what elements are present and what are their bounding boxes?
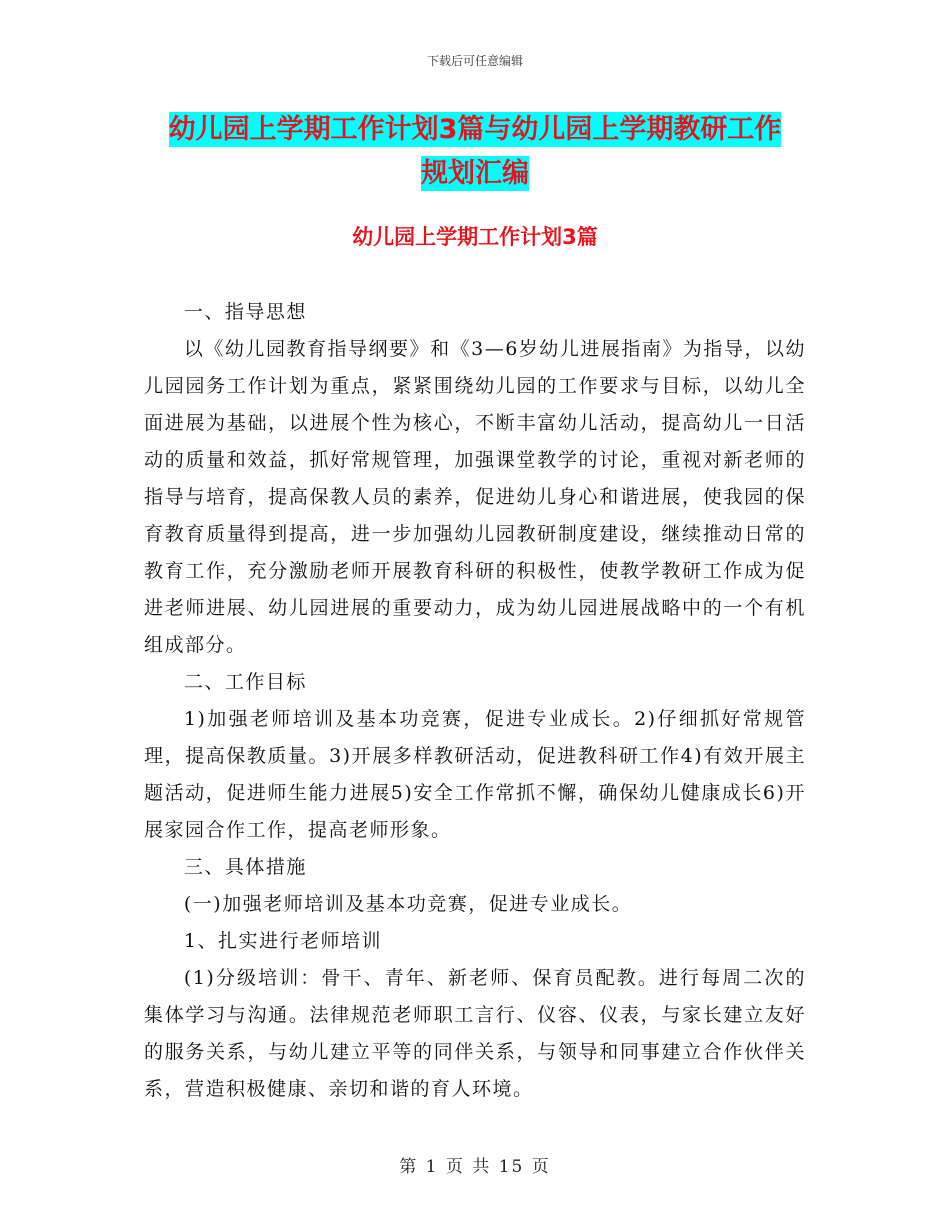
document-body [144,294,806,1108]
section-title: 幼儿园上学期工作计划3篇 [352,225,598,249]
subheading-teacher-training: (一)加强老师培训及基本功竞赛，促进专业成长。 [183,893,633,915]
document-title-line-2 [0,152,950,196]
document-title-text-1: 幼儿园上学期工作计划3篇与幼儿园上学期教研工作 [168,114,782,145]
heading-specific-measures: 三、具体措施 [183,856,307,878]
document-title-text-2: 规划汇编 [421,158,529,189]
paragraph-guiding-ideology: 以《幼儿园教育指导纲要》和《3—6岁幼儿进展指南》为指导，以幼儿园园务工作计划为重点，紧紧围绕幼儿园的工作要求与目标，以幼儿全面进展为基础，以进展个性为核心，不断丰富幼儿活动，提高幼儿一日活动的质量和效益，抓好常规管理，加强课堂教学的讨论，重视对新老师的指导与培育，提高保教人员的素养，促进幼儿身心和谐进展，使我园的保育教育质量得到提高，进一步加强幼儿园教研制度建设，继续推动日常的教育工作，充分激励老师开展教育科研的积极性，使教学教研工作成为促进老师进展、幼儿园进展的重要动力，成为幼儿园进展战略中的一个有机组成部分。 [144,338,806,656]
paragraph-work-goals: 1)加强老师培训及基本功竞赛，促进专业成长。2)仔细抓好常规管理，提高保教质量。3)开展多样教研活动，促进教科研工作4)有效开展主题活动，促进师生能力进展5)安全工作常抓不懈，确保幼儿健康成长6)开展家园合作工作，提高老师形象。 [144,708,806,841]
heading-guiding-ideology: 一、指导思想 [183,301,307,323]
subheading-training-item-1: 1、扎实进行老师培训 [183,930,382,952]
paragraph-tiered-training: (1)分级培训：骨干、青年、新老师、保育员配教。进行每周二次的集体学习与沟通。法律规范老师职工言行、仪容、仪表，与家长建立友好的服务关系，与幼儿建立平等的同伴关系，与领导和同事建立合作伙伴关系，营造积极健康、亲切和谐的育人环境。 [144,967,806,1100]
page-header-note: 下载后可任意编辑 [426,54,523,68]
heading-work-goals: 二、工作目标 [183,671,307,693]
page-number: 第 1 页 共 15 页 [399,1157,551,1177]
document-title-line-1 [0,108,950,152]
